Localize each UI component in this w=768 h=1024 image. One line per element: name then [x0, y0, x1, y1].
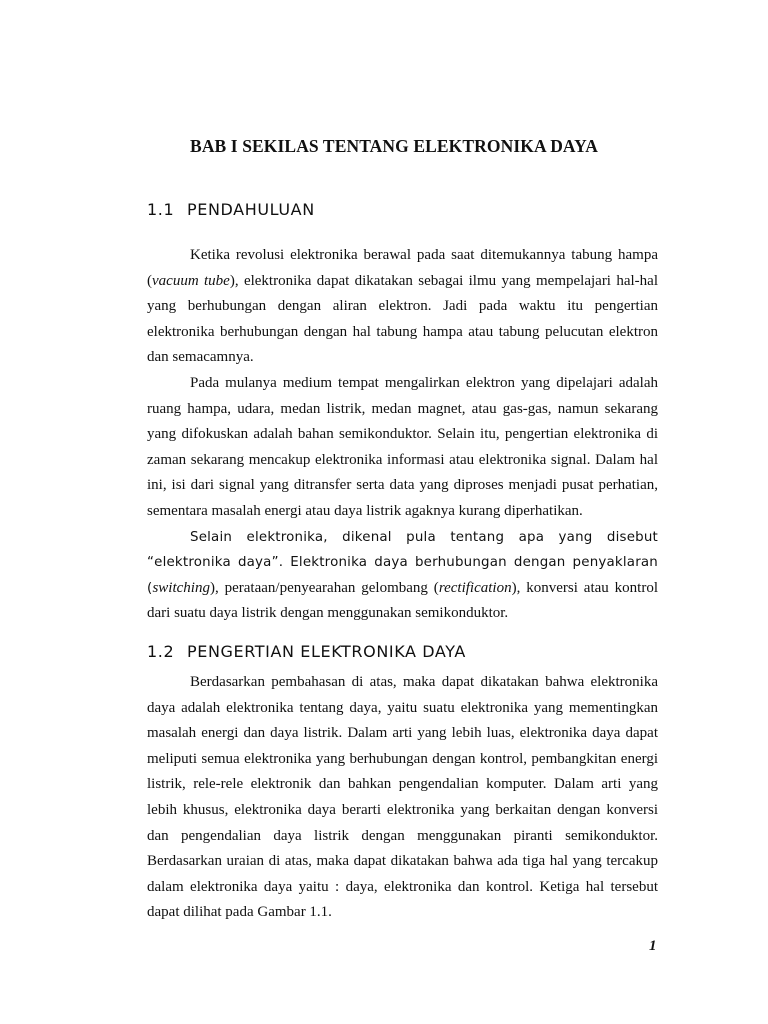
paragraph-italic-term: vacuum tube — [152, 272, 230, 289]
section-heading-pendahuluan — [147, 200, 315, 219]
paragraph: Pada mulanya medium tempat mengalirkan elektron yang dipelajari adalah ruang hampa, udara, medan listrik, medan magnet, atau gas-gas, namun sekarang yang difokuskan adalah bahan semikonduktor. Selain itu, pengertian elektronika di zaman sekarang mencakup elektronika informasi atau elektronika signal. Dalam hal ini, isi dari signal yang ditransfer serta data yang diproses menjadi pusat perhatian, sementara masalah energi atau daya listrik agaknya kurang diperhatikan. — [147, 374, 658, 519]
paragraph-text: Ketika revolusi elektronika berawal pada saat ditemukannya tabung hampa ( — [147, 247, 658, 289]
paragraph-text: ), elektronika dapat dikatakan sebagai ilmu yang mempelajari hal-hal yang berhubungan dengan aliran elektron. Jadi pada waktu itu pengertian elektronika berhubungan dengan hal tabung hampa atau tabung pelucutan elektron dan semacamnya. — [147, 272, 658, 366]
paragraph-italic-term: switching — [152, 579, 210, 596]
section-heading-pengertian — [147, 642, 466, 661]
paragraph-text: Selain elektronika, dikenal pula tentang apa yang disebut “elektronika daya”. Elektronika daya berhubungan dengan penyaklaran ( — [147, 529, 658, 596]
section-title: PENDAHULUAN — [187, 200, 315, 219]
paragraph-text: ), konversi atau kontrol dari suatu daya listrik dengan menggunakan semikonduktor. — [147, 579, 659, 622]
chapter-title: BAB I SEKILAS TENTANG ELEKTRONIKA DAYA — [190, 136, 598, 156]
paragraph-italic-term: rectification — [438, 579, 512, 596]
page-number: 1 — [649, 938, 657, 954]
section-body-pengertian — [147, 670, 658, 926]
paragraph: Berdasarkan pembahasan di atas, maka dapat dikatakan bahwa elektronika daya adalah elektronika tentang daya, yaitu suatu elektronika yang mementingkan masalah energi dan daya listrik. Dalam arti yang lebih luas, elektronika daya dapat meliputi semua elektronika yang berhubungan dengan kontrol, pembangkitan energi listrik, rele-rele elektronik dan bahkan pengendalian komputer. Dalam arti yang lebih khusus, elektronika daya berarti elektronika yang berkaitan dengan konversi dan pengendalian daya listrik dengan menggunakan piranti semikonduktor. Berdasarkan uraian di atas, maka dapat dikatakan bahwa ada tiga hal yang tercakup dalam elektronika daya yaitu : daya, elektronika dan kontrol. Ketiga hal tersebut dapat dilihat pada Gambar 1.1. — [147, 674, 658, 921]
section-number: 1.1 — [147, 200, 175, 219]
paragraph-text: ), perataan/penyearahan gelombang ( — [209, 579, 439, 596]
section-number: 1.2 — [147, 642, 175, 661]
section-title: PENGERTIAN ELEKTRONIKA DAYA — [187, 642, 466, 661]
paragraph — [147, 243, 658, 371]
paragraph — [147, 525, 658, 627]
section-body-pendahuluan — [147, 243, 658, 627]
